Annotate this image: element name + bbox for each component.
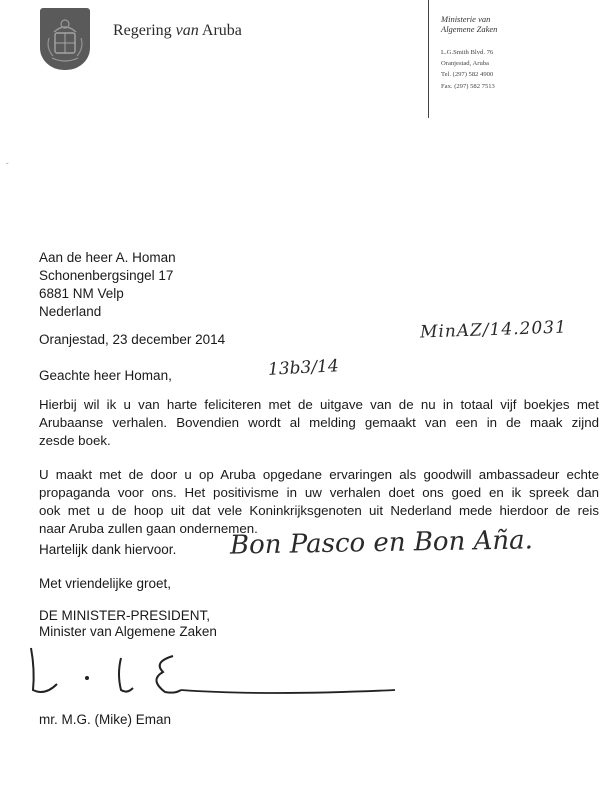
coat-of-arms-icon	[40, 8, 90, 70]
recipient-postcode: 6881 NM Velp	[39, 286, 124, 301]
ministry-name: Ministerie van Algemene Zaken	[441, 14, 498, 34]
paragraph-congratulations: Hierbij wil ik u van harte feliciteren met de uitgave van de nu in totaal vijf boekjes met Arubaanse verhalen. Bovendien wordt al melding gemaakt van een in de maak zijnd zesde boek.	[39, 397, 599, 448]
handwritten-date-note: 13b3/14	[267, 356, 340, 380]
address-fax: Fax. (297) 582 7513	[441, 82, 495, 90]
address-phone: Tel. (297) 582 4900	[441, 71, 494, 79]
recipient-street: Schonenbergsingel 17	[39, 268, 174, 283]
ministry-address	[441, 47, 495, 92]
recipient-country: Nederland	[39, 304, 102, 319]
signature	[25, 640, 405, 710]
signatory-role: Minister van Algemene Zaken	[39, 624, 217, 639]
place-date: Oranjestad, 23 december 2014	[39, 332, 226, 347]
salutation: Geachte heer Homan,	[39, 368, 172, 383]
scan-speck: ˇ	[6, 162, 9, 171]
letterhead-divider	[428, 0, 429, 118]
address-city: Oranjestad, Aruba	[441, 60, 489, 68]
government-name: Regering van Aruba	[113, 22, 242, 39]
signatory-name: mr. M.G. (Mike) Eman	[39, 712, 172, 727]
paragraph-ambassador: U maakt met de door u op Aruba opgedane ervaringen als goodwill ambassadeur echte propaganda voor ons. Het positivisme in uw verhalen doet ons goed en ik spreek dan ook met u de hoop uit dat vele Koninkrijksgenoten uit Nederland mede hierdoor de reis naar Aruba zullen gaan ondernemen.	[39, 467, 599, 536]
closing: Met vriendelijke groet,	[39, 576, 172, 591]
handwritten-reference: MinAZ/14.2031	[419, 317, 568, 343]
handwritten-greeting: Bon Pasco en Bon Aña.	[229, 525, 534, 561]
address-street: L.G.Smith Blvd. 76	[441, 49, 494, 56]
thanks-line: Hartelijk dank hiervoor.	[39, 542, 177, 557]
signatory-title: DE MINISTER-PRESIDENT,	[39, 608, 211, 623]
recipient-name: Aan de heer A. Homan	[39, 250, 176, 265]
